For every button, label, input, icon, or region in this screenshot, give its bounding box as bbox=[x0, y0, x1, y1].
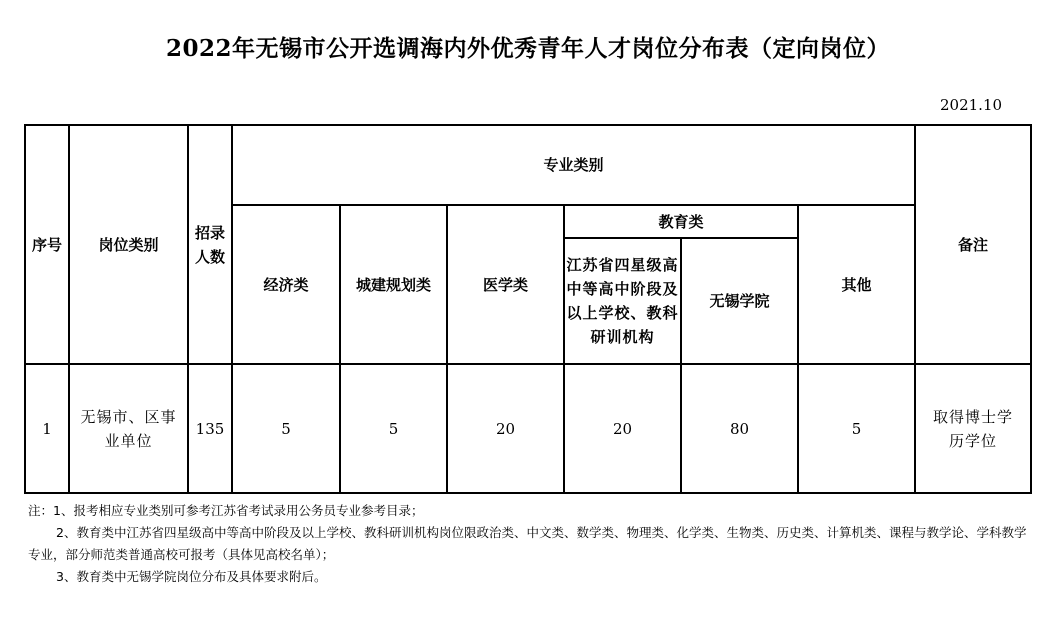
document-date: 2021.10 bbox=[940, 96, 1003, 114]
table-row bbox=[25, 364, 1031, 493]
note-2: 2、教育类中江苏省四星级高中等高中阶段及以上学校、教科研训机构岗位限政治类、中文类、数学类、物理类、化学类、生物类、历史类、计算机类、课程与教学论、学科教学专业，部分师范类普通高校可报考（具体见高校名单）； bbox=[28, 525, 1027, 562]
header-remark: 备注 bbox=[915, 125, 1031, 364]
header-count bbox=[188, 125, 232, 364]
cell-remark bbox=[915, 364, 1031, 493]
header-medical: 医学类 bbox=[447, 205, 564, 364]
notes bbox=[28, 500, 1038, 588]
cell-medical: 20 bbox=[447, 364, 564, 493]
header-economy: 经济类 bbox=[232, 205, 340, 364]
cell-remark-text: 取得博士学历学位 bbox=[933, 407, 1014, 450]
header-major-group: 专业类别 bbox=[232, 125, 915, 205]
cell-edu-sub2: 80 bbox=[681, 364, 798, 493]
note-3: 3、教育类中无锡学院岗位分布及具体要求附后。 bbox=[56, 569, 327, 584]
cell-planning: 5 bbox=[340, 364, 447, 493]
cell-category bbox=[69, 364, 188, 493]
header-seq: 序号 bbox=[25, 125, 69, 364]
position-table bbox=[24, 124, 1032, 494]
header-other: 其他 bbox=[798, 205, 915, 364]
header-category: 岗位类别 bbox=[69, 125, 188, 364]
cell-seq: 1 bbox=[25, 364, 69, 493]
page-title: 2022年无锡市公开选调海内外优秀青年人才岗位分布表（定向岗位） bbox=[165, 35, 890, 62]
header-education: 教育类 bbox=[564, 205, 798, 238]
cell-count: 135 bbox=[188, 364, 232, 493]
header-count-label: 招录人数 bbox=[194, 223, 225, 266]
cell-edu-sub1: 20 bbox=[564, 364, 681, 493]
header-planning: 城建规划类 bbox=[340, 205, 447, 364]
cell-category-text: 无锡市、区事业单位 bbox=[80, 407, 177, 450]
note-1: 注：1、报考相应专业类别可参考江苏省考试录用公务员专业参考目录； bbox=[28, 503, 424, 518]
header-edu-sub1: 江苏省四星级高中等高中阶段及以上学校、教科研训机构 bbox=[564, 238, 681, 364]
header-edu-sub2: 无锡学院 bbox=[681, 238, 798, 364]
cell-other: 5 bbox=[798, 364, 915, 493]
cell-economy: 5 bbox=[232, 364, 340, 493]
